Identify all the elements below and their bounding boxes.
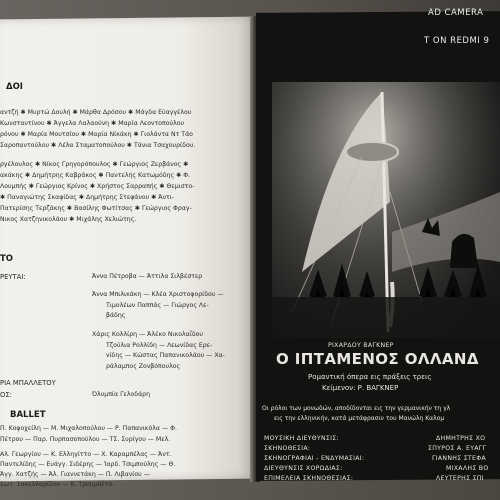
ballet-line: Άγγ. Χατζής — Άλ. Γιαννετάκη — Π. Λιβανίου —	[0, 471, 150, 478]
men-line: Νικος Χατζηνικολάου ✱ Μιχάλης Χελιώτης.	[0, 216, 137, 223]
left-heading-roles: ΤΟ	[0, 254, 14, 264]
credit-value: ΜΙΧΑΛΗΣ ΒΟ	[446, 465, 489, 472]
translation-note: εις την ελληνικήν, κατά μετάφρασιν του Μανώλη Καλομ	[274, 415, 445, 422]
role-label: ΡΙΑ ΜΠΑΛΛΕΤΟΥ	[0, 379, 56, 387]
role-line: νίδης — Κώστας Παπανικολάου — Χα-	[106, 352, 225, 359]
chorus-line: ρόνου ✱ Μαρία Μουτσίου ✱ Μαρία Νίκάκη ✱ Γιολάντα Ντ Τάο	[0, 131, 193, 138]
men-line: ργέλουλος ✱ Νίκος Γρηγορόπουλος ✱ Γεώργιος Ζερβάνος ✱	[0, 161, 189, 168]
credit-label: ΣΚΗΝΟΘΕΣΙΑ:	[264, 445, 311, 452]
role-line: ράλαμπος Ζονβόπουλος	[106, 363, 181, 370]
libretto-credit: Κείμενον: Ρ. ΒΑΓΚΝΕΡ	[322, 384, 399, 392]
ballet-line: Π. Κοφοχείλη — Μ. Μιχαλοπούλου — Ρ. Παπανικόλα — Φ.	[0, 425, 177, 432]
chorus-line: αντζή ✱ Μυρτώ Δουλή ✱ Μάρθα Δρόσου ✱ Μάγδα Εύαγγέλου	[0, 109, 192, 116]
role-line: Χάρις Κολλίρη — Άλέκο Νικολαΐδου	[92, 331, 203, 338]
role-line: Άννα Πέτροβα — Άττιλα Σιλβέστερ	[92, 273, 203, 280]
men-line: Λουμπής ✱ Γεώργιος Κρίνος ✱ Χρήστος Σαρραπής ✱ Θεμιστο-	[0, 183, 195, 190]
credit-value: ΔΗΜΗΤΡΗΣ ΧΟ	[436, 435, 486, 442]
ballet-line: Πέτρου — Παρ. Πυρπασοπούλου — ΤΣ. Συρίγου — Μελ.	[0, 436, 171, 443]
men-line: ✱ Παναγιώτης Σκαφίδας ✱ Δημήτρης Στεφάνου ✱ Άντι-	[0, 194, 175, 201]
role-line: Άννα Μπιλικάκη — Κλέα Χριστοφορίδου —	[92, 291, 224, 298]
choreographer-line: Όλυμπία Γελοδάρη	[92, 391, 151, 398]
composer-name: ΡΙΧΑΡΔΟΥ ΒΑΓΚΝΕΡ	[328, 342, 394, 349]
role-line: βάδης	[106, 312, 126, 319]
role-label: ΟΣ:	[0, 391, 12, 399]
men-line: Πατερίσης Τερζάκης ✱ Βασίλης Φωτίτσας ✱ Γεώργιος Φραγ-	[0, 205, 192, 212]
stage-floor	[272, 297, 500, 338]
chorus-line: Σαροπαντούλου ✱ Λέλα Σταματοπούλου ✱ Τάνια Τσαχουρίδου.	[0, 142, 196, 149]
credit-label: ΕΠΙΜΕΛΕΙΑ ΣΚΗΝΟΘΕΣΙΑΣ:	[264, 475, 354, 482]
credit-value: ΣΠΥΡΟΣ Α. ΕΥΑΓΓ	[428, 445, 487, 452]
crows-nest	[346, 142, 398, 162]
stage-photo	[272, 82, 500, 338]
camera-watermark-line: AD CAMERA	[428, 8, 484, 18]
left-heading-chorus: ΔΟΙ	[6, 82, 23, 92]
role-line: Τζούλια Ρολλίδη — Λεωνίδας Ερε-	[106, 342, 213, 349]
opera-subtitle: Ρομαντική όπερα εις πράξεις τρεις	[308, 373, 432, 381]
camera-watermark-line: T ON REDMI 9	[424, 36, 490, 46]
credit-value: ΓΙΑΝΝΗΣ ΣΤΕΦΑ	[432, 455, 486, 462]
role-label: ΡΕΥΤΑΙ:	[0, 273, 26, 281]
ship-sail-illustration	[272, 82, 500, 338]
credit-label: ΔΙΕΥΘΥΝΣΙΣ ΧΟΡΩΔΙΑΣ:	[264, 465, 343, 472]
role-line: Τιμολέων Παππάς — Γιώργος Λε-	[106, 302, 209, 309]
men-line: ακάκης ✱ Δημήτρης Καβράκος ✱ Παντελής Κατωμόδης ✱ Φ.	[0, 172, 191, 179]
ballet-line: Σωτ. Σακελλαρίδου — Κ. Τρουμπέτα.	[0, 481, 115, 488]
translation-note: Οι ρόλοι των μονωδών, αποδίδονται εις την γερμανικήν τη γλ	[262, 405, 451, 412]
credit-label: ΣΚΗΝΟΓΡΑΦΙΑΙ - ΕΝΔΥΜΑΣΙΑΙ:	[264, 455, 365, 462]
opera-title: Ο ΙΠΤΑΜΕΝΟΣ ΟΛΛΑΝΔ	[276, 350, 479, 368]
left-heading-ballet: BALLET	[10, 410, 46, 420]
ballet-line: Αλ. Γεωργίου — Κ. Ελληγίττο — Χ. Καραμπέλας — Άντ.	[0, 451, 172, 458]
credit-value: ΛΕΥΤΕΡΗΣ ΣΠΙ	[436, 475, 484, 482]
credit-label: ΜΟΥΣΙΚΗ ΔΙΕΥΘΥΝΣΙΣ:	[264, 435, 339, 442]
ballet-line: Παντελίδης — Ευάγγ. Σιδέρης — Ίαρδ. Τσιμπούλης — Θ.	[0, 461, 176, 468]
chorus-line: Κωνσταντίνου ✱ Άγγελα Λαλαούνη ✱ Μαρία Λεοντοπούλου	[0, 120, 185, 127]
